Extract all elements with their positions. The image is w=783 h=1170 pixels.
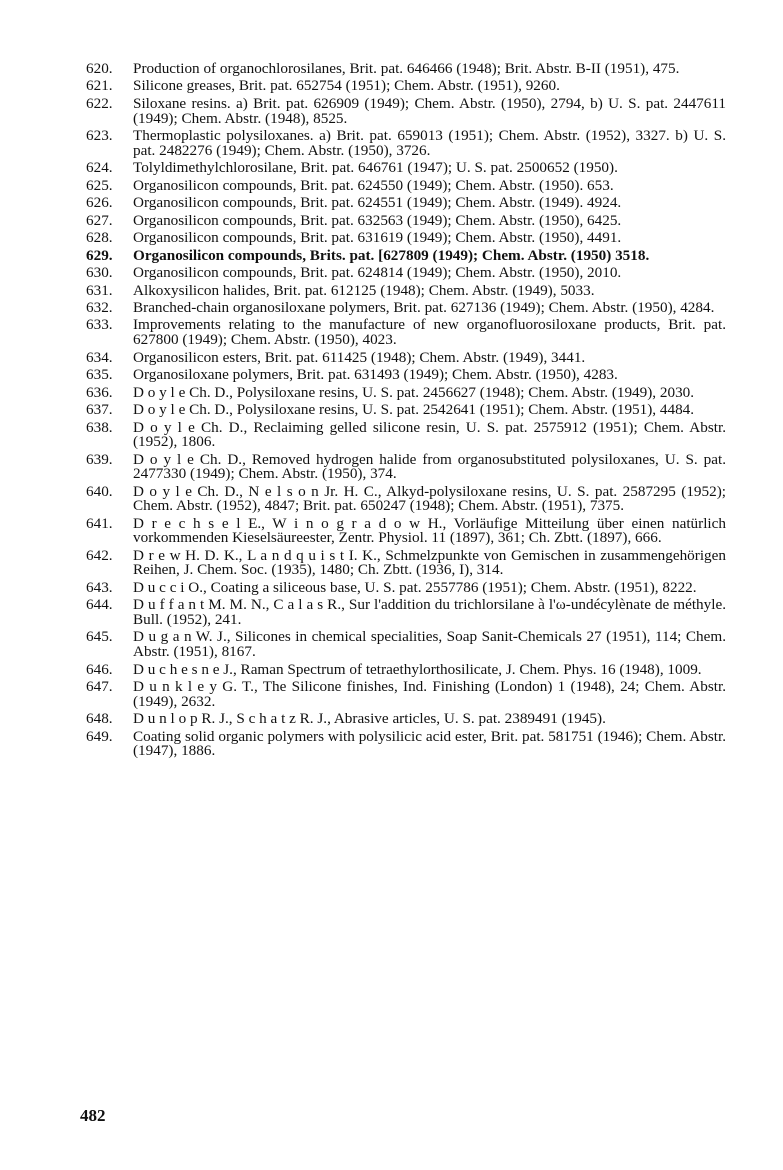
reference-text: Siloxane resins. a) Brit. pat. 626909 (1949); Chem. Abstr. (1950), 2794, b) U. S. pat. 2447611 (1949); Chem. Abstr. (1948), 8525. bbox=[133, 94, 726, 127]
reference-entry bbox=[86, 660, 726, 678]
reference-number: 632. bbox=[86, 299, 113, 316]
reference-entry bbox=[86, 266, 726, 281]
reference-text: D o y l e Ch. D., Removed hydrogen halide from organosubstituted polysiloxanes, U. S. pat. 2477330 (1949); Chem. Abstr. (1950), 374. bbox=[133, 450, 726, 483]
reference-text: Organosilicon compounds, Brit. pat. 631619 (1949); Chem. Abstr. (1950), 4491. bbox=[133, 229, 622, 247]
reference-number: 624. bbox=[86, 159, 113, 177]
reference-text: Coating solid organic polymers with polysilicic acid ester, Brit. pat. 581751 (1946); Chem. Abstr. (1947), 1886. bbox=[133, 727, 726, 760]
reference-number: 633. bbox=[86, 316, 113, 334]
reference-number: 644. bbox=[86, 596, 113, 614]
reference-number: 634. bbox=[86, 348, 113, 366]
reference-entry bbox=[86, 94, 726, 127]
reference-entry bbox=[86, 450, 726, 483]
reference-number: 635. bbox=[86, 366, 113, 384]
reference-entry bbox=[86, 348, 726, 366]
reference-entry bbox=[86, 546, 726, 579]
reference-entry bbox=[86, 680, 726, 709]
reference-entry bbox=[86, 403, 726, 418]
reference-entry bbox=[86, 231, 726, 246]
reference-number: 636. bbox=[86, 383, 113, 401]
reference-number: 631. bbox=[86, 281, 113, 299]
reference-text: Alkoxysilicon halides, Brit. pat. 612125 (1948); Chem. Abstr. (1949), 5033. bbox=[133, 281, 595, 299]
reference-text: Organosilicon compounds, Brit. pat. 632563 (1949); Chem. Abstr. (1950), 6425. bbox=[133, 211, 622, 229]
reference-number: 626. bbox=[86, 194, 113, 212]
reference-number: 622. bbox=[86, 94, 113, 112]
reference-text: Organosilicon esters, Brit. pat. 611425 (1948); Chem. Abstr. (1949), 3441. bbox=[133, 348, 586, 366]
reference-number: 638. bbox=[86, 418, 113, 436]
reference-text: Organosilicon compounds, Brit. pat. 624814 (1949); Chem. Abstr. (1950), 2010. bbox=[133, 264, 622, 282]
reference-number: 640. bbox=[86, 482, 113, 500]
reference-text: D o y l e Ch. D., N e l s o n Jr. H. C., Alkyd-polysiloxane resins, U. S. pat. 2587295 (1952); Chem. Abstr. (1952), 4847; Brit. pat. 650247 (1948); Chem. Abstr. (1951), 7375. bbox=[133, 482, 726, 515]
reference-entry bbox=[86, 318, 726, 347]
reference-number: 625. bbox=[86, 176, 113, 194]
reference-text: Organosilicon compounds, Brits. pat. [627809 (1949); Chem. Abstr. (1950) 3518. bbox=[133, 246, 650, 264]
reference-text: Tolyldimethylchlorosilane, Brit. pat. 646761 (1947); U. S. pat. 2500652 (1950). bbox=[133, 159, 618, 177]
reference-entry bbox=[86, 281, 726, 299]
reference-entry bbox=[86, 161, 726, 176]
reference-text: D u c h e s n e J., Raman Spectrum of tetraethylorthosilicate, J. Chem. Phys. 16 (1948), 1009. bbox=[133, 660, 702, 678]
reference-number: 641. bbox=[86, 514, 113, 532]
reference-entry bbox=[86, 418, 726, 451]
reference-entry bbox=[86, 630, 726, 659]
reference-number: 649. bbox=[86, 727, 113, 745]
reference-entry bbox=[86, 79, 726, 94]
reference-entry bbox=[86, 129, 726, 158]
reference-entry bbox=[86, 482, 726, 515]
reference-entry bbox=[86, 246, 726, 264]
reference-number: 645. bbox=[86, 628, 113, 646]
reference-text: Organosiloxane polymers, Brit. pat. 631493 (1949); Chem. Abstr. (1950), 4283. bbox=[133, 366, 618, 384]
reference-text: D u n l o p R. J., S c h a t z R. J., Abrasive articles, U. S. pat. 2389491 (1945). bbox=[133, 710, 606, 728]
reference-number: 642. bbox=[86, 546, 113, 564]
reference-text: D u n k l e y G. T., The Silicone finishes, Ind. Finishing (London) 1 (1948), 24; Chem. Abstr. (1949), 2632. bbox=[133, 678, 726, 710]
reference-number: 647. bbox=[86, 678, 113, 696]
reference-number: 628. bbox=[86, 229, 113, 247]
reference-entry bbox=[86, 301, 726, 316]
reference-text: D o y l e Ch. D., Polysiloxane resins, U. S. pat. 2542641 (1951); Chem. Abstr. (1951), 4484. bbox=[133, 401, 695, 419]
reference-entry bbox=[86, 383, 726, 401]
reference-text: D o y l e Ch. D., Reclaiming gelled silicone resin, U. S. pat. 2575912 (1951); Chem. Abstr. (1952), 1806. bbox=[133, 418, 726, 451]
reference-text: Organosilicon compounds, Brit. pat. 624550 (1949); Chem. Abstr. (1950). 653. bbox=[133, 176, 614, 194]
reference-entry bbox=[86, 196, 726, 211]
reference-number: 620. bbox=[86, 60, 113, 77]
reference-text: D r e w H. D. K., L a n d q u i s t I. K., Schmelzpunkte von Gemischen in zusammengehörigen Reihen, J. Chem. Soc. (1935), 1480; Ch. Zbtt. (1936, I), 314. bbox=[133, 546, 726, 579]
reference-number: 630. bbox=[86, 264, 113, 282]
reference-text: D o y l e Ch. D., Polysiloxane resins, U. S. pat. 2456627 (1948); Chem. Abstr. (1949), 2030. bbox=[133, 383, 695, 401]
reference-number: 623. bbox=[86, 127, 113, 145]
reference-number: 621. bbox=[86, 77, 113, 95]
reference-number: 648. bbox=[86, 710, 113, 728]
reference-number: 643. bbox=[86, 578, 113, 596]
reference-entry bbox=[86, 712, 726, 727]
reference-number: 629. bbox=[86, 246, 113, 264]
reference-number: 637. bbox=[86, 401, 113, 419]
reference-text: Production of organochlorosilanes, Brit. pat. 646466 (1948); Brit. Abstr. B-II (1951), 475. bbox=[133, 60, 680, 77]
reference-text: Organosilicon compounds, Brit. pat. 624551 (1949); Chem. Abstr. (1949). 4924. bbox=[133, 194, 622, 212]
reference-entry bbox=[86, 176, 726, 194]
reference-text: Thermoplastic polysiloxanes. a) Brit. pat. 659013 (1951); Chem. Abstr. (1952), 3327. b) U. S. pat. 2482276 (1949); Chem. Abstr. (1950), 3726. bbox=[133, 127, 726, 159]
reference-entry bbox=[86, 62, 726, 77]
reference-entry bbox=[86, 514, 726, 547]
reference-text: Branched-chain organosiloxane polymers, Brit. pat. 627136 (1949); Chem. Abstr. (1950), 4284. bbox=[133, 299, 715, 316]
reference-text: Improvements relating to the manufacture of new organofluorosiloxane products, Brit. pat. 627800 (1949); Chem. Abstr. (1950), 4023. bbox=[133, 316, 726, 349]
page-number: 482 bbox=[80, 1106, 106, 1125]
reference-text: Silicone greases, Brit. pat. 652754 (1951); Chem. Abstr. (1951), 9260. bbox=[133, 77, 560, 95]
reference-entry bbox=[86, 211, 726, 229]
reference-entry bbox=[86, 368, 726, 383]
reference-text: D u f f a n t M. M. N., C a l a s R., Sur l'addition du trichlorsilane à l'ω-undécylènate de méthyle. Bull. (1952), 241. bbox=[133, 596, 726, 628]
reference-number: 646. bbox=[86, 660, 113, 678]
reference-text: D r e c h s e l E., W i n o g r a d o w H., Vorläufige Mitteilung über einen natürlich vorkommenden Kieselsäureester, Zentr. Physiol. 11 (1897), 361; Ch. Zbtt. (1897), 666. bbox=[133, 514, 726, 547]
reference-entry bbox=[86, 578, 726, 596]
reference-number: 639. bbox=[86, 450, 113, 468]
reference-text: D u g a n W. J., Silicones in chemical specialities, Soap Sanit-Chemicals 27 (1951), 114; Chem. Abstr. (1951), 8167. bbox=[133, 628, 726, 661]
reference-text: D u c c i O., Coating a siliceous base, U. S. pat. 2557786 (1951); Chem. Abstr. (1951), 8222. bbox=[133, 578, 697, 596]
reference-number: 627. bbox=[86, 211, 113, 229]
reference-entry bbox=[86, 727, 726, 760]
reference-entry bbox=[86, 598, 726, 627]
reference-list bbox=[0, 62, 783, 762]
